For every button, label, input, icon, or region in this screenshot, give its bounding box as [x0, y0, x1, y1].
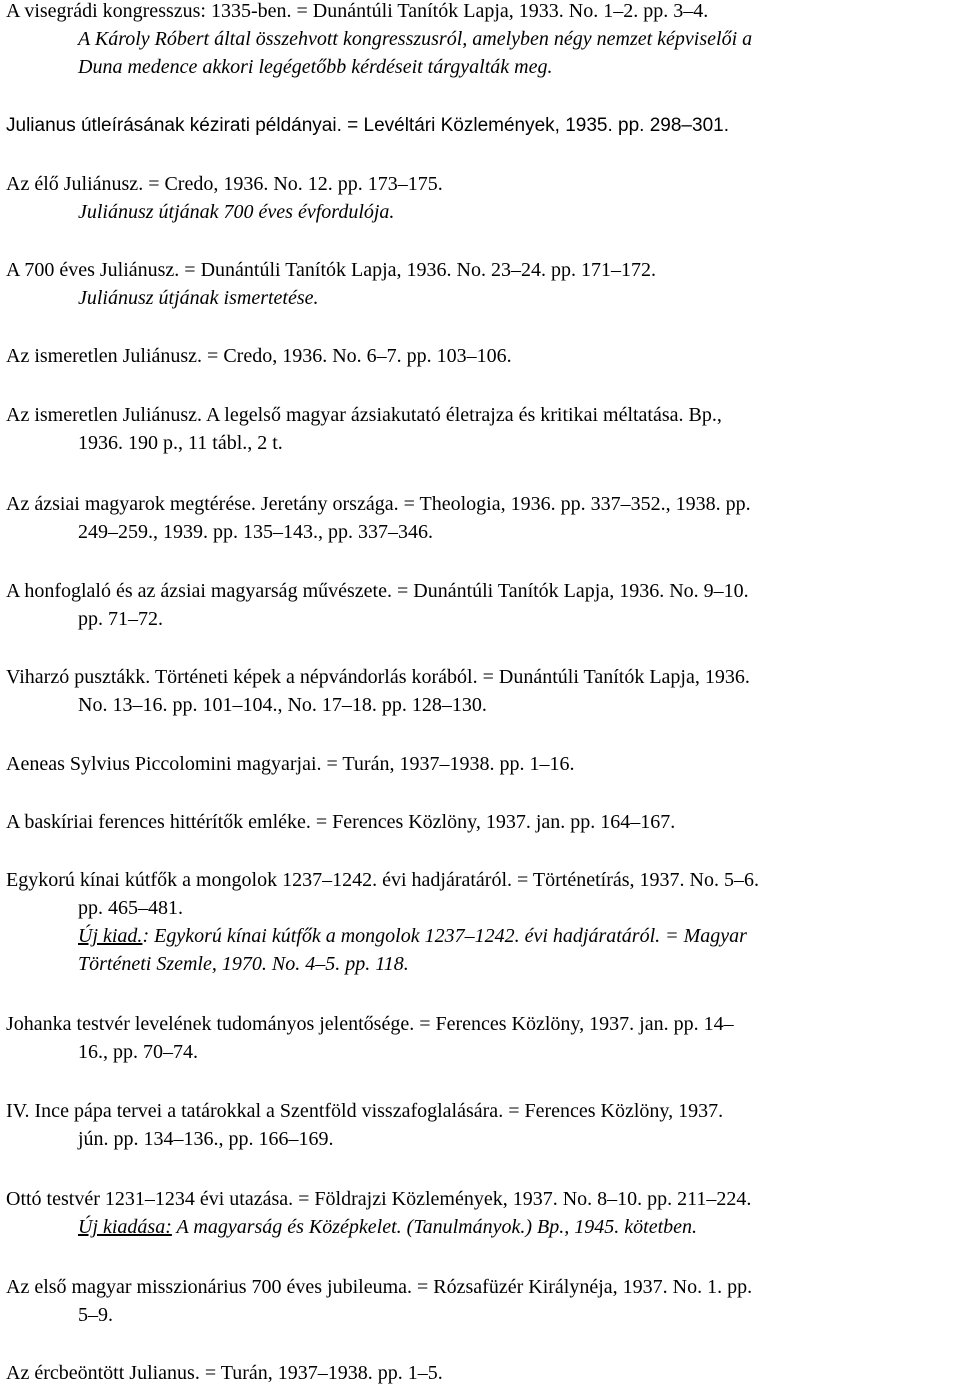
bibliography-entry [6, 170, 954, 226]
entry-text: Aeneas Sylvius Piccolomini magyarjai. = Turán, 1937–1938. pp. 1–16. [6, 753, 575, 775]
entry-text: Az ismeretlen Juliánusz. A legelső magyar ázsiakutató életrajza és kritikai méltatása. Bp., [6, 404, 722, 426]
entry-text: A 700 éves Juliánusz. = Dunántúli Tanítók Lapja, 1936. No. 23–24. pp. 171–172. [6, 259, 656, 281]
bibliography-entry [6, 577, 954, 633]
entry-annotation: A Károly Róbert által összehvott kongresszusról, amelyben négy nemzet képviselői a [78, 28, 753, 50]
bibliography-entry [6, 1185, 954, 1241]
bibliography-entry [6, 256, 954, 312]
bibliography-entry [6, 750, 954, 778]
reprint-note-continued: Történeti Szemle, 1970. No. 4–5. pp. 118. [78, 953, 409, 975]
entry-text-continued: 1936. 190 p., 11 tábl., 2 t. [78, 432, 283, 454]
bibliography-entry [6, 1097, 954, 1153]
bibliography-entry [6, 808, 954, 836]
reprint-text: A magyarság és Középkelet. (Tanulmányok.) Bp., 1945. kötetben. [171, 1216, 697, 1238]
entry-text: A honfoglaló és az ázsiai magyarság művészete. = Dunántúli Tanítók Lapja, 1936. No. 9–10. [6, 580, 749, 602]
entry-text: Egykorú kínai kútfők a mongolok 1237–1242. évi hadjáratáról. = Történetírás, 1937. No. 5–6. [6, 869, 759, 891]
entry-text: Viharzó pusztákk. Történeti képek a népvándorlás korából. = Dunántúli Tanítók Lapja, 1936. [6, 666, 750, 688]
bibliography-entry [6, 866, 954, 978]
entry-annotation: Juliánusz útjának 700 éves évfordulója. [78, 201, 395, 223]
entry-annotation: Duna medence akkori legégetőbb kérdéseit tárgyalták meg. [78, 56, 553, 78]
entry-text-continued: 16., pp. 70–74. [78, 1041, 198, 1063]
entry-text: Az ércbeöntött Julianus. = Turán, 1937–1938. pp. 1–5. [6, 1362, 443, 1384]
entry-text: Az ázsiai magyarok megtérése. Jeretány országa. = Theologia, 1936. pp. 337–352., 1938. pp. [6, 493, 751, 515]
entry-text: A visegrádi kongresszus: 1335-ben. = Dunántúli Tanítók Lapja, 1933. No. 1–2. pp. 3–4. [6, 0, 709, 22]
entry-text: IV. Ince pápa tervei a tatárokkal a Szentföld visszafoglalására. = Ferences Közlöny, 1937. [6, 1100, 724, 1122]
entry-text: Julianus útleírásának kézirati példányai. = Levéltári Közlemények, 1935. pp. 298–301. [6, 115, 729, 136]
entry-text: Az élő Juliánusz. = Credo, 1936. No. 12. pp. 173–175. [6, 173, 443, 195]
reprint-note [6, 922, 954, 950]
entry-text-continued: No. 13–16. pp. 101–104., No. 17–18. pp. 128–130. [78, 694, 487, 716]
bibliography-entry [6, 1010, 954, 1066]
reprint-text: : Egykorú kínai kútfők a mongolok 1237–1242. évi hadjáratáról. = Magyar [142, 925, 747, 947]
entry-text-continued: pp. 71–72. [78, 608, 163, 630]
bibliography-entry [6, 1273, 954, 1329]
entry-text-continued: jún. pp. 134–136., pp. 166–169. [78, 1128, 334, 1150]
entry-text: Ottó testvér 1231–1234 évi utazása. = Földrajzi Közlemények, 1937. No. 8–10. pp. 211–224. [6, 1188, 752, 1210]
reprint-note [6, 1213, 954, 1241]
entry-text: A baskíriai ferences hittérítők emléke. = Ferences Közlöny, 1937. jan. pp. 164–167. [6, 811, 676, 833]
bibliography-entry [6, 0, 954, 81]
bibliography-entry [6, 1359, 954, 1387]
entry-text: Johanka testvér levelének tudományos jelentősége. = Ferences Közlöny, 1937. jan. pp. 14– [6, 1013, 734, 1035]
entry-annotation: Juliánusz útjának ismertetése. [78, 287, 319, 309]
reprint-label: Új kiadása: [78, 1216, 172, 1238]
bibliography-entry [6, 490, 954, 546]
bibliography-entry [6, 112, 954, 140]
entry-text-continued: 5–9. [78, 1304, 113, 1326]
entry-text-continued: 249–259., 1939. pp. 135–143., pp. 337–346. [78, 521, 433, 543]
bibliography-entry [6, 663, 954, 719]
entry-text-continued: pp. 465–481. [78, 897, 183, 919]
reprint-label: Új kiad. [78, 925, 143, 947]
bibliography-entry [6, 342, 954, 370]
bibliography-entry [6, 401, 954, 457]
entry-text: Az első magyar misszionárius 700 éves jubileuma. = Rózsafüzér Királynéja, 1937. No. 1. pp. [6, 1276, 753, 1298]
entry-text: Az ismeretlen Juliánusz. = Credo, 1936. No. 6–7. pp. 103–106. [6, 345, 512, 367]
